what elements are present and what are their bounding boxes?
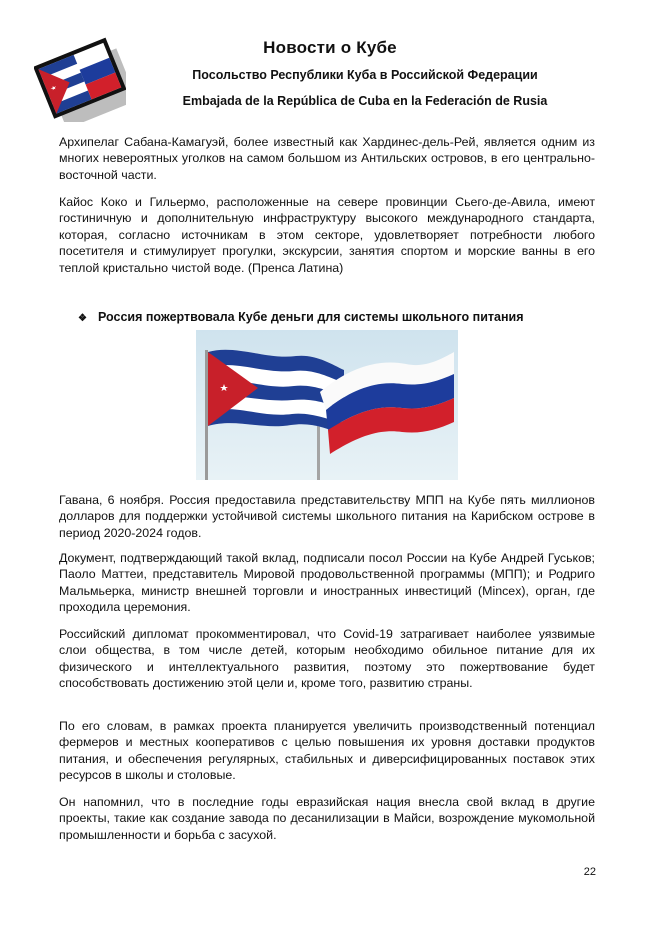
article-paragraph-4: По его словам, в рамках проекта планируется увеличить производственный потенциал фермеров и местных кооперативов с целью повышения их уровня доставки продуктов питания, и обеспечения регулярных, стабильных и диверсифицированных поставок этих ресурсов в школы и столовые.: [59, 719, 595, 783]
article-paragraph-3: Российский дипломат прокомментировал, что Covid-19 затрагивает наиболее уязвимые слои общества, в том числе детей, которым необходимо обильное питание для их физического и интеллектуального развития, поэтому это пожертвование будет способствовать достижению этой цели и, кроме того, развитию страны.: [59, 627, 595, 691]
article-paragraph-2: Документ, подтверждающий такой вклад, подписали посол России на Кубе Андрей Гуськов; Паоло Маттеи, представитель Мировой продовольственной программы (МПП); и Родриго Мальмьерка, министр внешней торговли и иностранных инвестиций (Mincex), орган, где проходила церемония.: [59, 551, 595, 615]
embassy-name-ru: Посольство Республики Куба в Российской Федерации: [192, 68, 538, 82]
bullet-icon: ❖: [78, 313, 87, 324]
page-title: Новости о Кубе: [263, 38, 397, 57]
page-number: 22: [583, 866, 596, 878]
cuba-russia-flags-logo: [34, 30, 126, 122]
embassy-name-es: Embajada de la República de Cuba en la Federación de Rusia: [182, 94, 548, 108]
flags-photo: [196, 330, 458, 480]
intro-paragraph-1: Архипелаг Сабана-Камагуэй, более известный как Хардинес-дель-Рей, является одним из многих невероятных уголков на самом большом из Антильских островов, в его центрально-восточной части.: [59, 135, 595, 182]
article-heading-text: Россия пожертвовала Кубе деньги для системы школьного питания: [98, 310, 524, 324]
intro-paragraph-2: Кайос Коко и Гильермо, расположенные на севере провинции Сьего-де-Авила, имеют гостиничную и дополнительную инфраструктуру высокого международного стандарта, которая, согласно источникам в этом секторе, удовлетворяет потребности любого посетителя и стимулирует прогулки, экскурсии, занятия спортом и морские ванны в его теплой кристально чистой воде. (Пренса Латина): [59, 195, 595, 275]
article-paragraph-5: Он напомнил, что в последние годы евразийская нация внесла свой вклад в другие проекты, такие как создание завода по десанилизации в Майси, возрождение мукомольной промышленности и борьба с засухой.: [59, 795, 595, 842]
article-paragraph-1: Гавана, 6 ноября. Россия предоставила представительству МПП на Кубе пять миллионов долларов для поддержки устойчивой системы школьного питания на Карибском острове в период 2020-2024 годов.: [59, 493, 595, 540]
article-heading: [78, 310, 598, 324]
